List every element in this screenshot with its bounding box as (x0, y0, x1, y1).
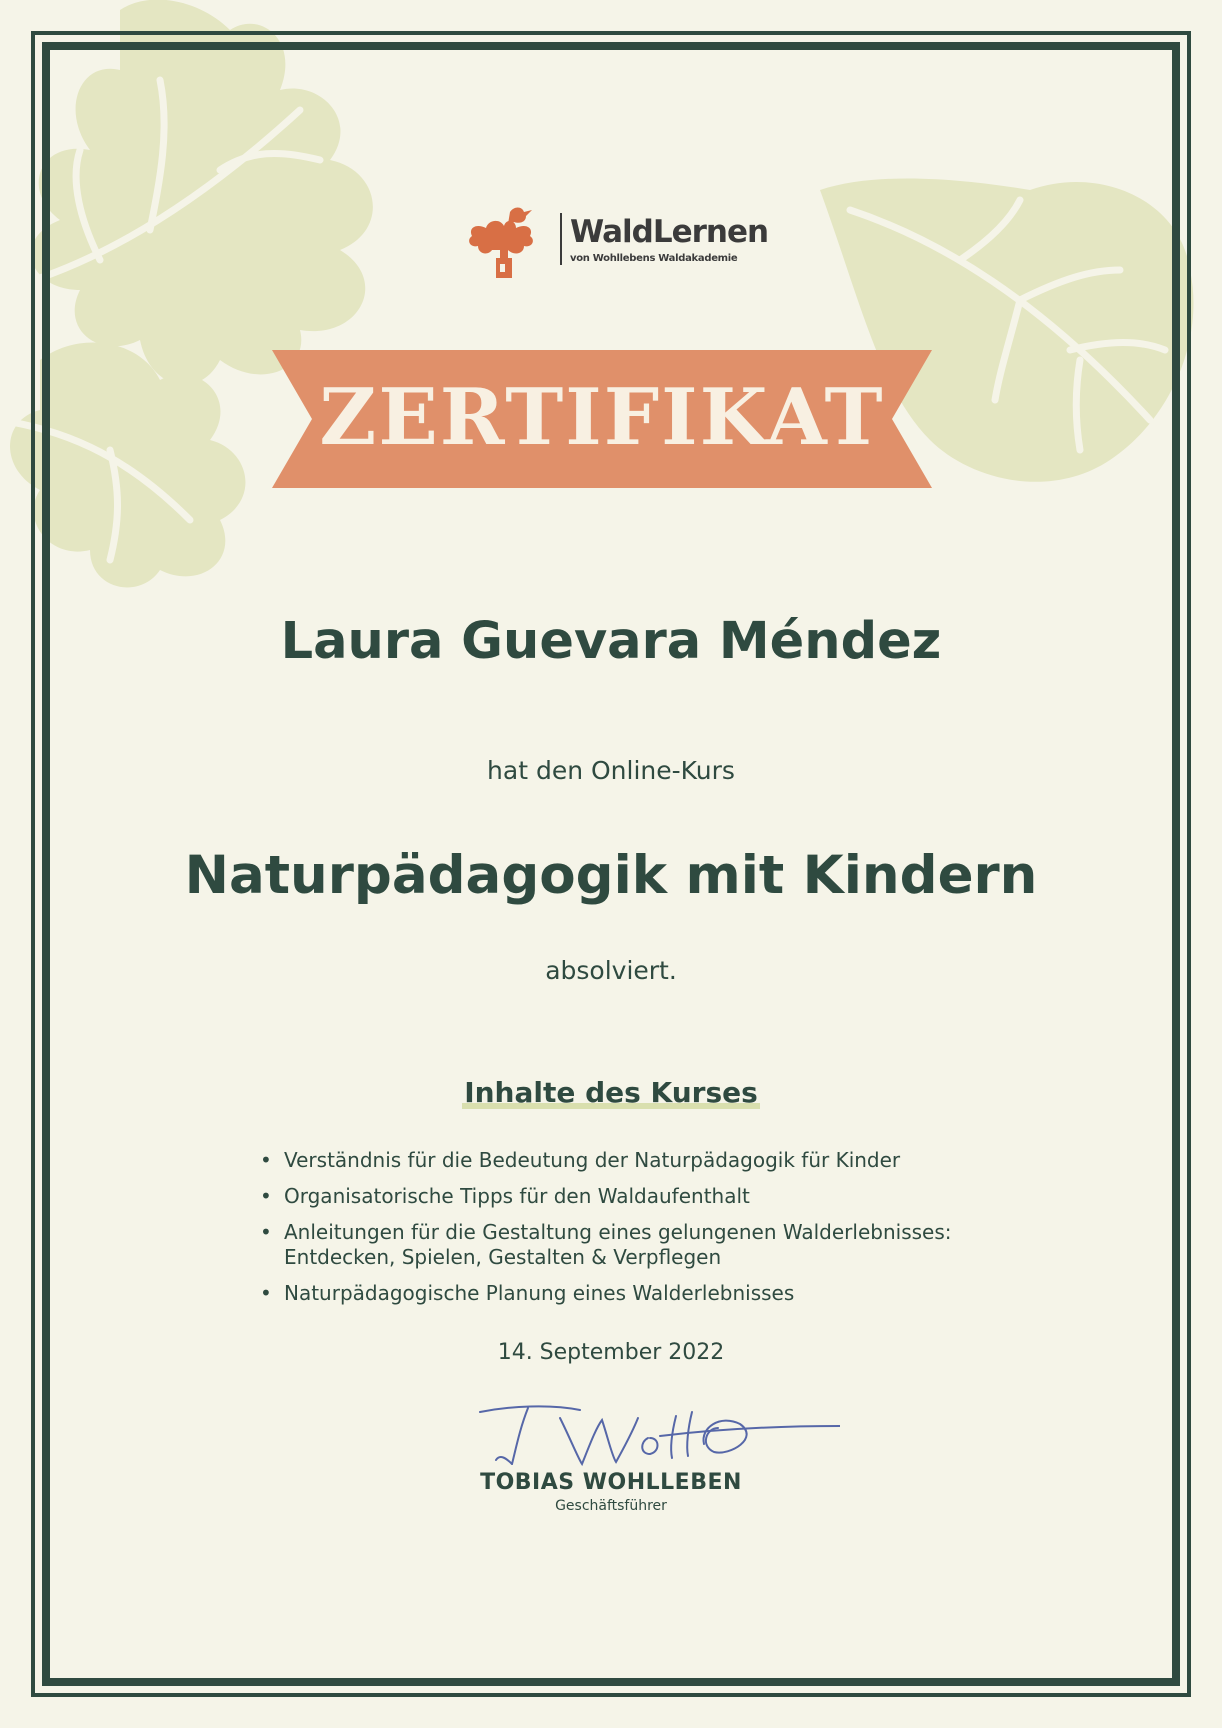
recipient-name: Laura Guevara Méndez (280, 612, 942, 671)
list-item: • Verständnis für die Bedeutung der Naturpädagogik für Kinder (258, 1148, 998, 1173)
logo-tagline: von Wohllebens Waldakademie (570, 253, 738, 264)
signer-name: TOBIAS WOHLLEBEN (480, 1470, 742, 1495)
list-item: • Anleitungen für die Gestaltung eines gelungenen Walderlebnisses: Entdecken, Spielen, Gestalten & Verpflegen (258, 1220, 964, 1270)
banner-title: ZERTIFIKAT (319, 372, 885, 463)
course-title: Naturpädagogik mit Kindern (184, 845, 1038, 906)
contents-list (258, 1148, 998, 1317)
list-item: • Organisatorische Tipps für den Waldaufenthalt (258, 1184, 998, 1209)
intro-text: hat den Online-Kurs (487, 756, 735, 785)
list-item: • Naturpädagogische Planung eines Walderlebnisses (258, 1281, 998, 1306)
completion-text: absolviert. (545, 956, 677, 985)
contents-heading: Inhalte des Kurses (464, 1076, 758, 1109)
certificate-date: 14. September 2022 (497, 1340, 725, 1365)
logo-name: WaldLernen (570, 214, 769, 250)
logo-divider (560, 213, 562, 265)
handwritten-signature (470, 1398, 840, 1478)
signer-role: Geschäftsführer (555, 1498, 667, 1514)
contents-heading-wrapper (0, 1076, 1222, 1109)
